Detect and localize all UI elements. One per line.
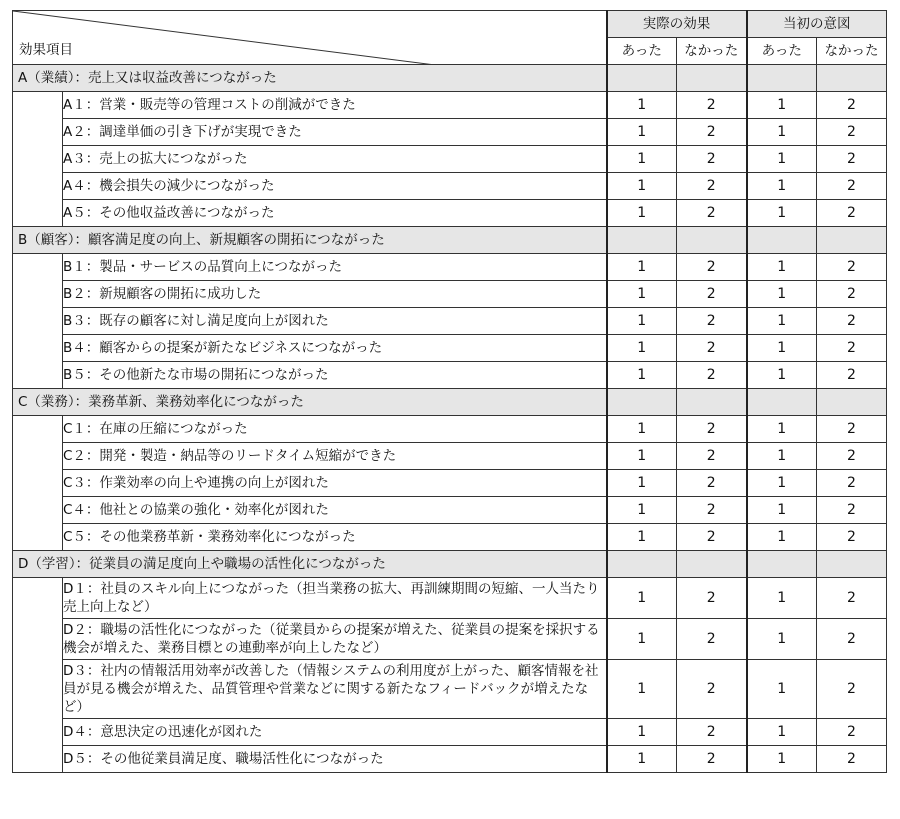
item-label: A２：調達単価の引き下げが実現できた: [63, 119, 607, 146]
value-intent-yes[interactable]: 1: [747, 416, 817, 443]
value-intent-yes[interactable]: 1: [747, 524, 817, 551]
item-label: C５：その他業務革新・業務効率化につながった: [63, 524, 607, 551]
item-label: B１：製品・サービスの品質向上につながった: [63, 254, 607, 281]
value-intent-yes[interactable]: 1: [747, 619, 817, 660]
item-label: C４：他社との協業の強化・効率化が図れた: [63, 497, 607, 524]
value-intent-no[interactable]: 2: [817, 524, 887, 551]
item-label: B５：その他新たな市場の開拓につながった: [63, 362, 607, 389]
item-row: [13, 281, 887, 308]
value-actual-yes[interactable]: 1: [607, 281, 677, 308]
item-row: [13, 146, 887, 173]
item-row: [13, 362, 887, 389]
value-intent-no[interactable]: 2: [817, 173, 887, 200]
value-intent-no[interactable]: 2: [817, 362, 887, 389]
value-intent-yes[interactable]: 1: [747, 746, 817, 773]
value-intent-no[interactable]: 2: [817, 578, 887, 619]
value-intent-yes[interactable]: 1: [747, 719, 817, 746]
value-actual-yes[interactable]: 1: [607, 497, 677, 524]
item-label: B４：顧客からの提案が新たなビジネスにつながった: [63, 335, 607, 362]
item-row: [13, 524, 887, 551]
value-intent-no[interactable]: 2: [817, 119, 887, 146]
item-label: D２：職場の活性化につながった（従業員からの提案が増えた、従業員の提案を採択する機会が増えた、業務目標との連動率が向上したなど）: [63, 619, 607, 660]
category-blank-cell: [677, 551, 747, 578]
subheader-intent-yes: あった: [747, 38, 817, 65]
category-blank-cell: [747, 551, 817, 578]
value-actual-no[interactable]: 2: [677, 497, 747, 524]
category-blank-cell: [817, 65, 887, 92]
value-actual-no[interactable]: 2: [677, 281, 747, 308]
value-intent-no[interactable]: 2: [817, 619, 887, 660]
category-blank-cell: [677, 65, 747, 92]
value-intent-no[interactable]: 2: [817, 146, 887, 173]
category-blank-cell: [817, 551, 887, 578]
value-intent-no[interactable]: 2: [817, 746, 887, 773]
value-actual-yes[interactable]: 1: [607, 660, 677, 719]
value-intent-yes[interactable]: 1: [747, 660, 817, 719]
value-intent-no[interactable]: 2: [817, 660, 887, 719]
indent-cell: [13, 416, 63, 551]
category-blank-cell: [607, 551, 677, 578]
category-label: C（業務）：業務革新、業務効率化につながった: [13, 389, 607, 416]
value-intent-yes[interactable]: 1: [747, 200, 817, 227]
corner-label: 効果項目: [19, 42, 73, 58]
value-actual-no[interactable]: 2: [677, 254, 747, 281]
item-label: D４：意思決定の迅速化が図れた: [63, 719, 607, 746]
survey-table-body: [13, 11, 887, 773]
item-label: A１：営業・販売等の管理コストの削減ができた: [63, 92, 607, 119]
value-actual-yes[interactable]: 1: [607, 746, 677, 773]
subheader-actual-yes: あった: [607, 38, 677, 65]
value-intent-no[interactable]: 2: [817, 470, 887, 497]
item-row: [13, 335, 887, 362]
value-actual-no[interactable]: 2: [677, 746, 747, 773]
item-row: [13, 719, 887, 746]
category-blank-cell: [817, 227, 887, 254]
category-blank-cell: [677, 389, 747, 416]
header-row-groups: [13, 11, 887, 38]
value-actual-no[interactable]: 2: [677, 578, 747, 619]
value-actual-yes[interactable]: 1: [607, 200, 677, 227]
value-intent-yes[interactable]: 1: [747, 92, 817, 119]
item-label: A５：その他収益改善につながった: [63, 200, 607, 227]
value-actual-yes[interactable]: 1: [607, 470, 677, 497]
category-label: A（業績）：売上又は収益改善につながった: [13, 65, 607, 92]
category-row: [13, 65, 887, 92]
value-intent-no[interactable]: 2: [817, 416, 887, 443]
item-row: [13, 746, 887, 773]
value-actual-no[interactable]: 2: [677, 173, 747, 200]
value-intent-no[interactable]: 2: [817, 719, 887, 746]
value-intent-no[interactable]: 2: [817, 92, 887, 119]
value-actual-yes[interactable]: 1: [607, 335, 677, 362]
item-row: [13, 470, 887, 497]
item-row: [13, 497, 887, 524]
value-actual-no[interactable]: 2: [677, 443, 747, 470]
item-label: B２：新規顧客の開拓に成功した: [63, 281, 607, 308]
group-header-actual: 実際の効果: [607, 11, 747, 38]
value-actual-yes[interactable]: 1: [607, 173, 677, 200]
category-row: [13, 227, 887, 254]
item-label: A３：売上の拡大につながった: [63, 146, 607, 173]
item-row: [13, 173, 887, 200]
survey-table: [12, 10, 887, 773]
value-actual-yes[interactable]: 1: [607, 619, 677, 660]
value-actual-yes[interactable]: 1: [607, 578, 677, 619]
category-row: [13, 389, 887, 416]
value-intent-yes[interactable]: 1: [747, 362, 817, 389]
item-label: D１：社員のスキル向上につながった（担当業務の拡大、再訓練期間の短縮、一人当たり売上向上など）: [63, 578, 607, 619]
subheader-intent-no: なかった: [817, 38, 887, 65]
value-actual-yes[interactable]: 1: [607, 254, 677, 281]
value-intent-yes[interactable]: 1: [747, 470, 817, 497]
item-label: C１：在庫の圧縮につながった: [63, 416, 607, 443]
indent-cell: [13, 92, 63, 227]
value-actual-no[interactable]: 2: [677, 200, 747, 227]
group-header-intent: 当初の意図: [747, 11, 887, 38]
diagonal-line: [13, 11, 607, 65]
value-actual-no[interactable]: 2: [677, 335, 747, 362]
value-actual-yes[interactable]: 1: [607, 308, 677, 335]
value-actual-no[interactable]: 2: [677, 619, 747, 660]
value-intent-no[interactable]: 2: [817, 200, 887, 227]
item-row: [13, 416, 887, 443]
item-row: [13, 660, 887, 719]
value-actual-no[interactable]: 2: [677, 524, 747, 551]
value-actual-yes[interactable]: 1: [607, 362, 677, 389]
category-blank-cell: [747, 227, 817, 254]
value-actual-no[interactable]: 2: [677, 119, 747, 146]
item-row: [13, 200, 887, 227]
item-row: [13, 119, 887, 146]
value-intent-no[interactable]: 2: [817, 497, 887, 524]
value-actual-yes[interactable]: 1: [607, 146, 677, 173]
category-blank-cell: [817, 389, 887, 416]
item-label: D３：社内の情報活用効率が改善した（情報システムの利用度が上がった、顧客情報を社員が見る機会が増えた、品質管理や営業などに関する新たなフィードバックが増えたなど）: [63, 660, 607, 719]
value-actual-no[interactable]: 2: [677, 416, 747, 443]
indent-cell: [13, 254, 63, 389]
value-intent-yes[interactable]: 1: [747, 443, 817, 470]
value-intent-yes[interactable]: 1: [747, 497, 817, 524]
value-intent-yes[interactable]: 1: [747, 335, 817, 362]
subheader-actual-no: なかった: [677, 38, 747, 65]
value-actual-no[interactable]: 2: [677, 470, 747, 497]
category-blank-cell: [747, 65, 817, 92]
value-intent-yes[interactable]: 1: [747, 281, 817, 308]
item-label: C３：作業効率の向上や連携の向上が図れた: [63, 470, 607, 497]
value-actual-yes[interactable]: 1: [607, 443, 677, 470]
value-intent-yes[interactable]: 1: [747, 146, 817, 173]
category-blank-cell: [747, 389, 817, 416]
item-row: [13, 254, 887, 281]
value-actual-yes[interactable]: 1: [607, 524, 677, 551]
value-intent-yes[interactable]: 1: [747, 578, 817, 619]
category-row: [13, 551, 887, 578]
category-label: D（学習）：従業員の満足度向上や職場の活性化につながった: [13, 551, 607, 578]
category-blank-cell: [677, 227, 747, 254]
corner-header-cell: [13, 11, 607, 65]
item-row: [13, 443, 887, 470]
value-actual-no[interactable]: 2: [677, 362, 747, 389]
category-blank-cell: [607, 65, 677, 92]
item-label: B３：既存の顧客に対し満足度向上が図れた: [63, 308, 607, 335]
value-intent-no[interactable]: 2: [817, 254, 887, 281]
item-row: [13, 578, 887, 619]
value-intent-no[interactable]: 2: [817, 335, 887, 362]
item-row: [13, 92, 887, 119]
indent-cell: [13, 578, 63, 773]
value-actual-yes[interactable]: 1: [607, 119, 677, 146]
value-actual-yes[interactable]: 1: [607, 416, 677, 443]
item-row: [13, 619, 887, 660]
category-blank-cell: [607, 389, 677, 416]
value-actual-no[interactable]: 2: [677, 308, 747, 335]
value-actual-yes[interactable]: 1: [607, 92, 677, 119]
value-intent-no[interactable]: 2: [817, 281, 887, 308]
category-label: B（顧客）：顧客満足度の向上、新規顧客の開拓につながった: [13, 227, 607, 254]
item-label: D５：その他従業員満足度、職場活性化につながった: [63, 746, 607, 773]
value-actual-no[interactable]: 2: [677, 719, 747, 746]
value-intent-yes[interactable]: 1: [747, 173, 817, 200]
item-label: A４：機会損失の減少につながった: [63, 173, 607, 200]
value-intent-yes[interactable]: 1: [747, 308, 817, 335]
value-intent-no[interactable]: 2: [817, 443, 887, 470]
item-label: C２：開発・製造・納品等のリードタイム短縮ができた: [63, 443, 607, 470]
category-blank-cell: [607, 227, 677, 254]
value-intent-no[interactable]: 2: [817, 308, 887, 335]
value-actual-no[interactable]: 2: [677, 92, 747, 119]
value-intent-yes[interactable]: 1: [747, 254, 817, 281]
value-actual-no[interactable]: 2: [677, 660, 747, 719]
item-row: [13, 308, 887, 335]
value-actual-no[interactable]: 2: [677, 146, 747, 173]
value-actual-yes[interactable]: 1: [607, 719, 677, 746]
value-intent-yes[interactable]: 1: [747, 119, 817, 146]
